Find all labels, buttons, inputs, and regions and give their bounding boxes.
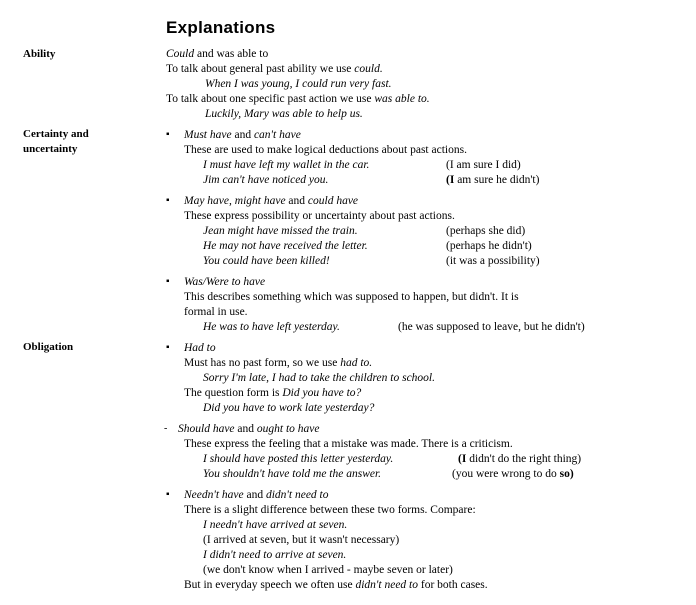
obligation-b3-final xyxy=(184,577,488,593)
obligation-b2-desc: These express the feeling that a mistake was made. There is a criticism. xyxy=(184,438,513,450)
ability-line-2-italic: was able to. xyxy=(374,93,430,105)
obligation-b3-ex1-note: (I arrived at seven, but it wasn't necessary) xyxy=(203,534,400,546)
certainty-b1-ex1: I must have left my wallet in the car. xyxy=(203,159,370,171)
heading-part: could have xyxy=(307,195,359,207)
heading-part: and xyxy=(234,423,257,435)
certainty-b1-heading xyxy=(184,127,301,143)
bullet-icon: ▪ xyxy=(166,489,170,500)
obligation-b2-ex1-note xyxy=(458,451,581,467)
ability-line-2-text: To talk about one specific past action we use xyxy=(166,93,375,105)
obligation-b3-ex1: I needn't have arrived at seven. xyxy=(203,519,348,531)
section-label-ability: Ability xyxy=(23,48,56,60)
desc-text: Must has no past form, so we use xyxy=(184,357,341,369)
question-text: The question form is xyxy=(184,387,283,399)
certainty-b1-desc: These are used to make logical deductions about past actions. xyxy=(184,144,467,156)
note-bold: (I xyxy=(446,174,455,186)
obligation-b3-ex2: I didn't need to arrive at seven. xyxy=(203,549,347,561)
obligation-b1-ex2: Did you have to work late yesterday? xyxy=(203,402,375,414)
note-text: (you were wrong to do xyxy=(452,468,560,480)
obligation-b3-heading xyxy=(184,487,329,503)
certainty-b3-ex1-note: (he was supposed to leave, but he didn't) xyxy=(398,321,585,333)
certainty-b2-ex3-note: (it was a possibility) xyxy=(446,255,540,267)
heading-part: Should have xyxy=(178,423,235,435)
final-italic: didn't need to xyxy=(355,579,418,591)
certainty-b3-desc-1: This describes something which was supposed to happen, but didn't. It is xyxy=(184,291,519,303)
bullet-icon: ▪ xyxy=(166,342,170,353)
ability-line-1-text: To talk about general past ability we use xyxy=(166,63,355,75)
desc-italic: had to. xyxy=(340,357,373,369)
ability-example-2: Luckily, Mary was able to help us. xyxy=(205,108,363,120)
obligation-b2-ex1: I should have posted this letter yesterday. xyxy=(203,453,394,465)
certainty-b2-desc: These express possibility or uncertainty about past actions. xyxy=(184,210,455,222)
obligation-b1-question xyxy=(184,385,361,401)
heading-part: May have, might have xyxy=(184,195,286,207)
bullet-icon: ▪ xyxy=(166,129,170,140)
note-bold: so) xyxy=(559,468,574,480)
obligation-b3-ex2-note: (we don't know when I arrived - maybe seven or later) xyxy=(203,564,453,576)
obligation-b1-ex1: Sorry I'm late, I had to take the children to school. xyxy=(203,372,435,384)
section-label-certainty-1: Certainty and xyxy=(23,128,89,140)
ability-line-1 xyxy=(166,61,383,77)
ability-line-2 xyxy=(166,91,430,107)
dash-marker: - xyxy=(164,423,168,434)
certainty-b2-ex1-note: (perhaps she did) xyxy=(446,225,526,237)
final-text: But in everyday speech we often use xyxy=(184,579,356,591)
certainty-b3-ex1: He was to have left yesterday. xyxy=(203,321,340,333)
certainty-b2-ex1: Jean might have missed the train. xyxy=(203,225,358,237)
obligation-b2-ex2-note xyxy=(452,466,574,482)
obligation-b2-ex2: You shouldn't have told me the answer. xyxy=(203,468,382,480)
obligation-b1-desc xyxy=(184,355,372,371)
ability-example-1: When I was young, I could run very fast. xyxy=(205,78,392,90)
obligation-b3-desc: There is a slight difference between these two forms. Compare: xyxy=(184,504,476,516)
bullet-icon: ▪ xyxy=(166,195,170,206)
ability-line-1-italic: could. xyxy=(354,63,383,75)
certainty-b3-heading: Was/Were to have xyxy=(184,276,266,288)
heading-part: Must have xyxy=(184,129,232,141)
certainty-b2-ex3: You could have been killed! xyxy=(203,255,330,267)
heading-part: and xyxy=(285,195,308,207)
ability-heading-rest: and was able to xyxy=(194,48,269,60)
ability-heading xyxy=(166,46,268,62)
certainty-b1-ex2: Jim can't have noticed you. xyxy=(203,174,329,186)
obligation-b1-heading: Had to xyxy=(184,342,216,354)
heading-part: ought to have xyxy=(256,423,320,435)
certainty-b2-heading xyxy=(184,193,358,209)
section-label-obligation: Obligation xyxy=(23,341,74,353)
note-text: didn't do the right thing) xyxy=(466,453,582,465)
question-italic: Did you have to? xyxy=(282,387,362,399)
certainty-b3-desc-2: formal in use. xyxy=(184,306,248,318)
page-title: Explanations xyxy=(166,18,276,37)
heading-part: can't have xyxy=(253,129,301,141)
obligation-b2-heading xyxy=(178,421,320,437)
certainty-b1-ex1-note: (I am sure I did) xyxy=(446,159,521,171)
ability-heading-could: Could xyxy=(166,48,195,60)
certainty-b2-ex2: He may not have received the letter. xyxy=(203,240,368,252)
heading-part: and xyxy=(231,129,254,141)
certainty-b2-ex2-note: (perhaps he didn't) xyxy=(446,240,532,252)
final-text: for both cases. xyxy=(418,579,488,591)
heading-part: Needn't have xyxy=(184,489,244,501)
heading-part: didn't need to xyxy=(265,489,329,501)
section-label-certainty-2: uncertainty xyxy=(23,143,78,155)
note-bold: (I xyxy=(458,453,467,465)
bullet-icon: ▪ xyxy=(166,276,170,287)
certainty-b1-ex2-note xyxy=(446,172,539,188)
heading-part: and xyxy=(243,489,266,501)
note-text: am sure he didn't) xyxy=(454,174,540,186)
